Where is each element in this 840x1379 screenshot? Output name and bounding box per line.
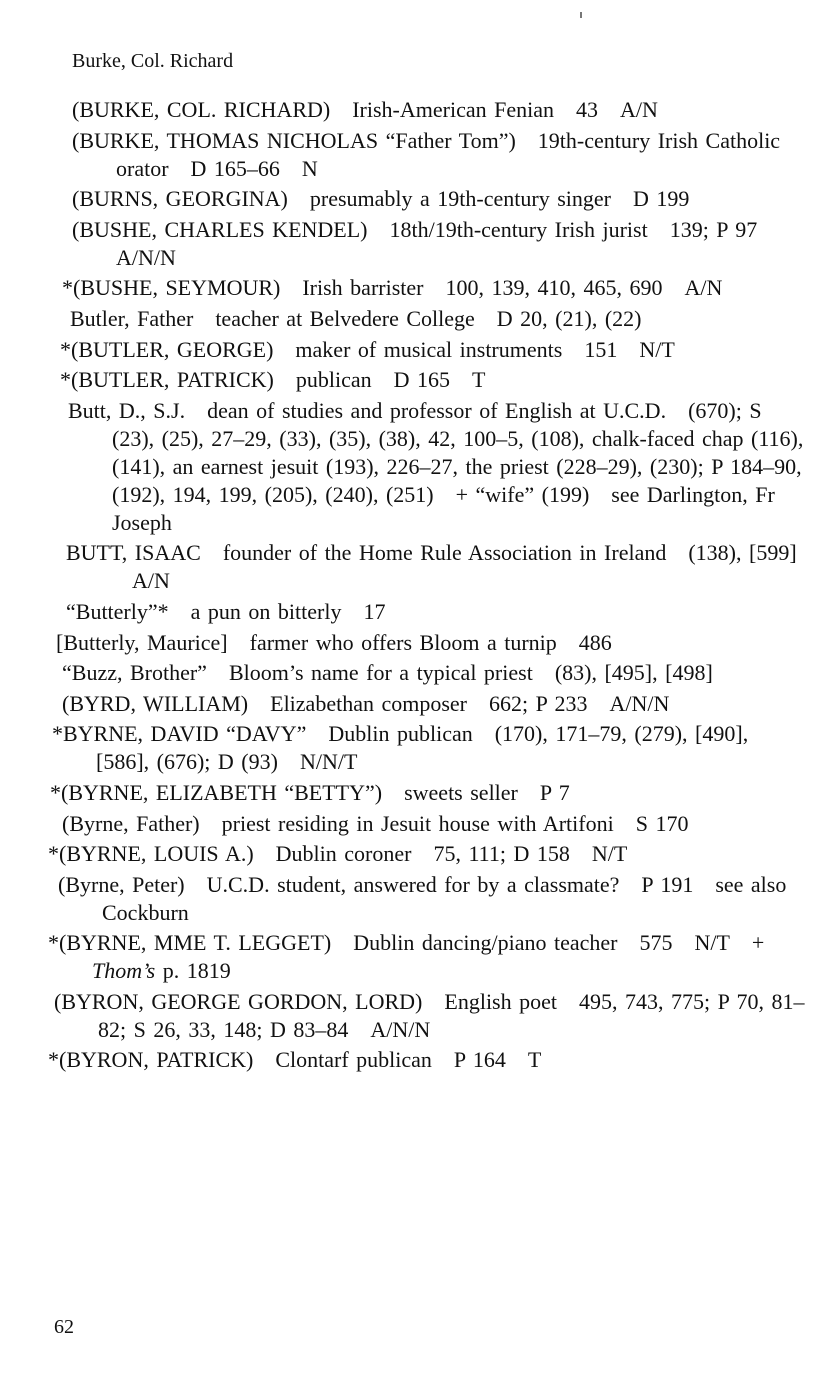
entry-description: dean of studies and professor of English at U.C.D.: [207, 397, 667, 423]
index-entries: [48, 96, 808, 1077]
entry-code: A/N/N: [609, 690, 670, 716]
index-entry: [60, 336, 808, 364]
entry-references: 100, 139, 410, 465, 690: [445, 275, 663, 301]
entry-code: N/T: [694, 930, 730, 956]
entry-heading: (BYRON, GEORGE GORDON, LORD): [54, 988, 423, 1014]
entry-references: (138), [599]: [688, 540, 797, 566]
entry-description: U.C.D. student, answered for by a classmate?: [206, 871, 620, 897]
index-entry: [48, 840, 808, 868]
entry-code: A/N: [132, 568, 170, 594]
entry-references: D 165: [393, 367, 451, 393]
entry-heading: (BUSHE, CHARLES KENDEL): [72, 216, 368, 242]
index-entry: [62, 274, 808, 302]
entry-references: D 20, (21), (22): [496, 305, 642, 331]
entry-code: N/N/T: [299, 749, 358, 775]
entry-references: 575: [639, 930, 673, 956]
index-entry: [50, 779, 808, 807]
entry-references: (670); S (23), (25), 27–29, (33), (35), (38), 42, 100–5, (108), chalk-faced chap (116), (141), an earnest jesuit (193), 226–27, the priest (228–29), (230); P 184–90, (192), 194, 199, (205), (240), (251): [112, 397, 804, 507]
entry-description: maker of musical instruments: [295, 336, 563, 362]
entry-code: T: [527, 1047, 542, 1073]
page-number: 62: [54, 1316, 74, 1338]
running-head: Burke, Col. Richard: [72, 50, 234, 72]
entry-note: see Darlington, Fr Joseph: [112, 481, 775, 535]
entry-code: A/N/N: [116, 244, 176, 270]
index-entry: [72, 216, 808, 272]
index-entry: [68, 397, 808, 537]
entry-code: N/T: [639, 336, 675, 362]
entry-description: publican: [295, 367, 372, 393]
entry-description: 18th/19th-century Irish jurist: [389, 216, 648, 242]
entry-references: D 199: [632, 186, 690, 212]
entry-description: Elizabethan composer: [270, 690, 467, 716]
entry-heading: (BURKE, COL. RICHARD): [72, 97, 331, 122]
entry-references: 75, 111; D 158: [433, 841, 570, 867]
entry-code: N/T: [591, 841, 628, 867]
index-entry: [54, 988, 808, 1044]
entry-code: T: [472, 367, 486, 393]
entry-heading: *BYRNE, DAVID “DAVY”: [52, 721, 307, 747]
entry-references: P 7: [539, 779, 570, 805]
entry-references: P 164: [453, 1047, 506, 1073]
entry-references: (83), [495], [498]: [554, 660, 713, 686]
entry-heading: *(BYRNE, MME T. LEGGET): [48, 930, 332, 956]
entry-description: English poet: [444, 988, 557, 1014]
entry-heading: (BURNS, GEORGINA): [72, 186, 288, 212]
entry-heading: (Byrne, Peter): [58, 871, 185, 897]
entry-description: presumably a 19th-century singer: [309, 186, 611, 212]
index-entry: [66, 539, 808, 595]
entry-heading: *(BYRON, PATRICK): [48, 1047, 254, 1073]
entry-references: 662; P 233: [489, 690, 588, 716]
index-entry: [58, 871, 808, 927]
entry-description: priest residing in Jesuit house with Artifoni: [221, 810, 614, 836]
entry-heading: (BURKE, THOMAS NICHOLAS “Father Tom”): [72, 127, 516, 153]
entry-description: sweets seller: [404, 779, 518, 805]
index-entry: [62, 690, 808, 718]
entry-description: farmer who offers Bloom a turnip: [249, 629, 557, 655]
entry-references: 486: [578, 629, 612, 655]
entry-description: Dublin dancing/piano teacher: [353, 930, 618, 956]
entry-references: D 165–66: [190, 155, 280, 181]
entry-heading: (Byrne, Father): [62, 810, 200, 836]
entry-heading: “Butterly”*: [66, 598, 169, 624]
entry-code: see also Cockburn: [102, 871, 787, 925]
entry-description: Irish barrister: [302, 275, 424, 301]
entry-description: Dublin coroner: [275, 841, 412, 867]
entry-heading: *(BUSHE, SEYMOUR): [62, 275, 281, 301]
entry-references: (170), 171–79, (279), [490], [586], (676); D (93): [96, 721, 749, 775]
entry-references: 139; P 97: [669, 216, 758, 242]
entry-heading: *(BYRNE, LOUIS A.): [48, 841, 254, 867]
entry-heading: *(BYRNE, ELIZABETH “BETTY”): [50, 779, 383, 805]
index-entry: [70, 305, 808, 333]
index-entry: [62, 810, 808, 838]
index-entry: [60, 366, 808, 394]
entry-heading: BUTT, ISAAC: [66, 540, 201, 566]
entry-description: a pun on bitterly: [190, 598, 342, 624]
index-entry: [56, 629, 808, 657]
index-entry: [62, 659, 808, 687]
entry-code: A/N/N: [370, 1016, 431, 1042]
entry-references: 151: [584, 336, 618, 362]
entry-heading: “Buzz, Brother”: [62, 660, 207, 686]
entry-description: Irish-American Fenian: [352, 97, 554, 122]
entry-description: Bloom’s name for a typical priest: [228, 660, 533, 686]
entry-heading: Butt, D., S.J.: [68, 397, 186, 423]
entry-code: A/N: [684, 275, 723, 301]
entry-description: founder of the Home Rule Association in Ireland: [222, 540, 667, 566]
entry-description: 19th-century Irish Catholic orator: [116, 127, 781, 181]
entry-heading: [Butterly, Maurice]: [56, 629, 228, 655]
entry-references: S 170: [635, 810, 689, 836]
index-entry: [66, 598, 808, 626]
index-entry: [72, 185, 808, 213]
entry-heading: *(BUTLER, PATRICK): [60, 367, 274, 393]
entry-references: 17: [363, 598, 386, 624]
entry-code: + “wife” (199): [455, 481, 590, 507]
entry-references: 43: [576, 97, 598, 122]
entry-code: A/N: [620, 97, 658, 122]
entry-references: 495, 743, 775; P 70, 81–82; S 26, 33, 148; D 83–84: [98, 988, 805, 1042]
index-entry: [72, 127, 808, 183]
entry-code: N: [301, 155, 318, 181]
entry-description: teacher at Belvedere College: [215, 305, 475, 331]
entry-description: Dublin publican: [328, 721, 473, 747]
entry-heading: *(BUTLER, GEORGE): [60, 336, 274, 362]
index-entry: [48, 1046, 808, 1074]
scan-mark: [580, 12, 582, 18]
index-entry: [52, 720, 808, 776]
entry-description: Clontarf publican: [275, 1047, 432, 1073]
entry-references: P 191: [641, 871, 694, 897]
index-entry: [72, 96, 808, 124]
entry-heading: (BYRD, WILLIAM): [62, 690, 249, 716]
index-entry: [48, 929, 808, 985]
entry-heading: Butler, Father: [70, 305, 194, 331]
entry-note: + Thom’s p. 1819: [92, 930, 765, 984]
